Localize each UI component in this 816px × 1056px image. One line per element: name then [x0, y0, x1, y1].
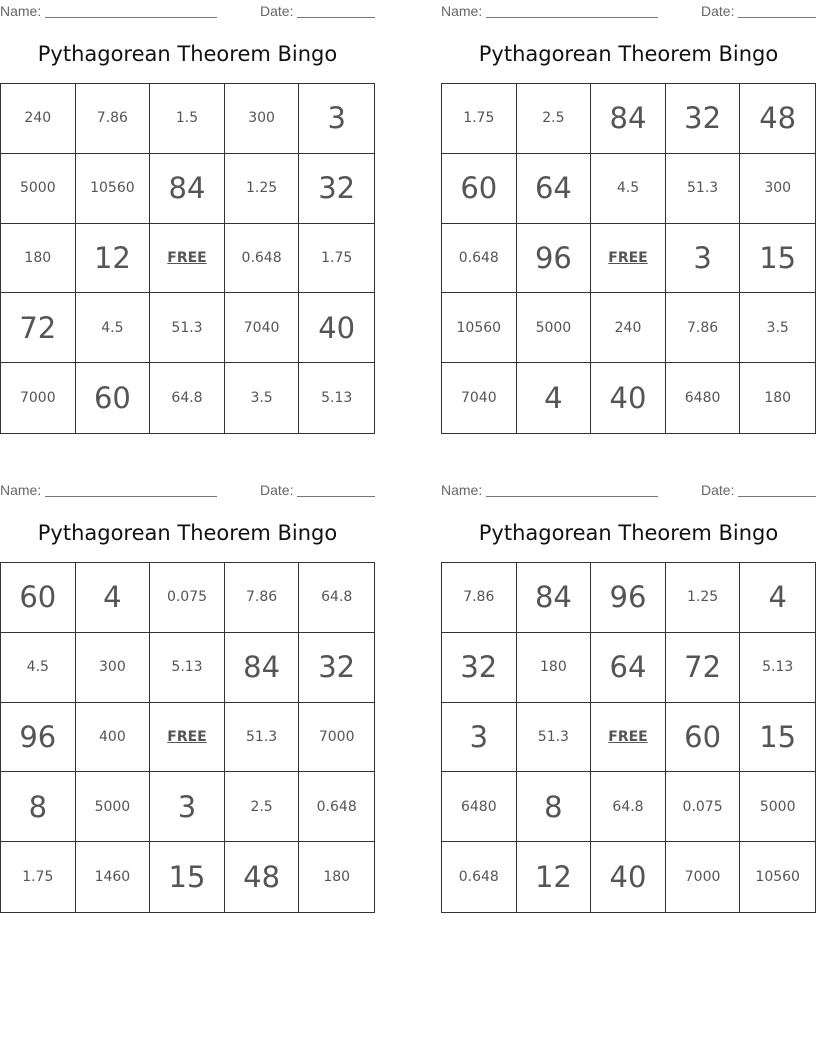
free-space-cell[interactable]: FREE: [591, 224, 666, 294]
bingo-cell[interactable]: 7.86: [442, 563, 517, 633]
bingo-card: [0, 0, 375, 434]
bingo-cell[interactable]: 300: [225, 84, 300, 154]
bingo-cell[interactable]: 5000: [1, 154, 76, 224]
bingo-cell[interactable]: 4: [740, 563, 815, 633]
bingo-cell[interactable]: 72: [1, 293, 76, 363]
bingo-cell[interactable]: 7000: [666, 842, 741, 912]
bingo-cell[interactable]: 32: [666, 84, 741, 154]
bingo-cell[interactable]: 3: [442, 703, 517, 773]
bingo-cell[interactable]: 60: [442, 154, 517, 224]
bingo-cell[interactable]: 2.5: [225, 772, 300, 842]
bingo-cell[interactable]: 32: [299, 154, 374, 224]
name-line[interactable]: [45, 496, 217, 497]
bingo-cell[interactable]: 60: [76, 363, 151, 433]
bingo-cell[interactable]: 1.5: [150, 84, 225, 154]
bingo-cell[interactable]: 1.25: [666, 563, 741, 633]
bingo-cell[interactable]: 0.648: [299, 772, 374, 842]
bingo-cell[interactable]: 51.3: [666, 154, 741, 224]
bingo-cell[interactable]: 3: [666, 224, 741, 294]
bingo-cell[interactable]: 180: [323, 869, 351, 886]
bingo-cell[interactable]: 4.5: [591, 154, 666, 224]
bingo-cell[interactable]: 40: [591, 363, 666, 433]
bingo-cell[interactable]: 64: [591, 633, 666, 703]
bingo-cell[interactable]: 64.8: [591, 772, 666, 842]
bingo-cell[interactable]: 96: [591, 563, 666, 633]
bingo-cell[interactable]: 8: [1, 772, 76, 842]
bingo-cell[interactable]: 10560: [442, 293, 517, 363]
bingo-grid: [0, 83, 375, 434]
name-label: Name:: [0, 482, 42, 498]
bingo-card: [441, 479, 816, 913]
name-date-row: [441, 2, 816, 20]
bingo-cell[interactable]: 5000: [740, 772, 815, 842]
bingo-cell[interactable]: 3: [299, 84, 374, 154]
bingo-cell[interactable]: 84: [591, 84, 666, 154]
bingo-cell[interactable]: 7.86: [76, 84, 151, 154]
free-space-cell[interactable]: FREE: [591, 703, 666, 773]
bingo-cell[interactable]: 5000: [76, 772, 151, 842]
bingo-cell[interactable]: 51.3: [517, 703, 592, 773]
name-line[interactable]: [486, 17, 658, 18]
card-title: Pythagorean Theorem Bingo: [478, 42, 779, 66]
bingo-cell[interactable]: 84: [225, 633, 300, 703]
bingo-card: [0, 479, 375, 913]
bingo-cell[interactable]: 0.648: [442, 842, 517, 912]
bingo-cell[interactable]: 4: [76, 563, 151, 633]
bingo-cell[interactable]: 10560: [76, 154, 151, 224]
bingo-cell[interactable]: 180: [764, 390, 792, 407]
bingo-cell[interactable]: 3.5: [740, 293, 815, 363]
name-date-row: [0, 2, 375, 20]
name-date-row: [0, 481, 375, 499]
bingo-cell[interactable]: 32: [442, 633, 517, 703]
bingo-cell[interactable]: 15: [740, 224, 815, 294]
free-space-cell[interactable]: FREE: [150, 224, 225, 294]
name-label: Name:: [441, 482, 483, 498]
name-label: Name:: [441, 3, 483, 19]
bingo-cell[interactable]: 64.8: [299, 563, 374, 633]
bingo-grid: [441, 83, 816, 434]
bingo-cell[interactable]: 300: [76, 633, 151, 703]
bingo-cell[interactable]: 96: [517, 224, 592, 294]
bingo-cell[interactable]: 51.3: [225, 703, 300, 773]
bingo-cell[interactable]: 15: [150, 842, 225, 912]
date-line[interactable]: [297, 496, 375, 497]
free-space-cell[interactable]: FREE: [150, 703, 225, 773]
card-title: Pythagorean Theorem Bingo: [37, 521, 338, 545]
bingo-cell[interactable]: 4: [517, 363, 592, 433]
date-label: Date:: [701, 482, 735, 498]
name-date-row: [441, 481, 816, 499]
bingo-cell[interactable]: 12: [517, 842, 592, 912]
bingo-cell[interactable]: 96: [1, 703, 76, 773]
bingo-cell[interactable]: 15: [740, 703, 815, 773]
bingo-cell[interactable]: 3: [150, 772, 225, 842]
bingo-cell[interactable]: 0.075: [150, 563, 225, 633]
date-line[interactable]: [297, 17, 375, 18]
bingo-cell[interactable]: 72: [666, 633, 741, 703]
bingo-cell[interactable]: 84: [517, 563, 592, 633]
date-line[interactable]: [738, 17, 816, 18]
bingo-cell[interactable]: 1.75: [299, 224, 374, 294]
bingo-cell[interactable]: 4.5: [1, 633, 76, 703]
bingo-cell[interactable]: 60: [1, 563, 76, 633]
bingo-cell[interactable]: 7000: [1, 363, 76, 433]
date-label: Date:: [260, 482, 294, 498]
bingo-cell[interactable]: 1460: [76, 842, 151, 912]
bingo-grid: [0, 562, 375, 913]
bingo-cell[interactable]: 6480: [442, 772, 517, 842]
bingo-cell[interactable]: 1.25: [225, 154, 300, 224]
name-label: Name:: [0, 3, 42, 19]
bingo-cell[interactable]: 240: [591, 293, 666, 363]
date-line[interactable]: [738, 496, 816, 497]
bingo-cell[interactable]: 40: [299, 293, 374, 363]
name-line[interactable]: [45, 17, 217, 18]
bingo-grid: [441, 562, 816, 913]
bingo-cell[interactable]: 1.75: [442, 84, 517, 154]
bingo-cell[interactable]: 400: [76, 703, 151, 773]
bingo-cell[interactable]: 0.075: [666, 772, 741, 842]
bingo-cell[interactable]: 5.13: [740, 633, 815, 703]
bingo-cell[interactable]: 40: [591, 842, 666, 912]
bingo-cell[interactable]: 10560: [755, 869, 800, 886]
bingo-cell[interactable]: 12: [76, 224, 151, 294]
bingo-cell[interactable]: 5.13: [150, 633, 225, 703]
bingo-cell[interactable]: 0.648: [442, 224, 517, 294]
bingo-cell[interactable]: 5000: [517, 293, 592, 363]
bingo-cell[interactable]: 0.648: [225, 224, 300, 294]
card-title: Pythagorean Theorem Bingo: [478, 521, 779, 545]
bingo-cell[interactable]: 64: [517, 154, 592, 224]
date-label: Date:: [260, 3, 294, 19]
bingo-cell[interactable]: 240: [1, 84, 76, 154]
card-title: Pythagorean Theorem Bingo: [37, 42, 338, 66]
name-line[interactable]: [486, 496, 658, 497]
bingo-cell[interactable]: 64.8: [150, 363, 225, 433]
bingo-cell[interactable]: 3.5: [225, 363, 300, 433]
bingo-cell[interactable]: 7040: [225, 293, 300, 363]
bingo-cell[interactable]: 7.86: [666, 293, 741, 363]
bingo-cell[interactable]: 8: [517, 772, 592, 842]
bingo-cell[interactable]: 51.3: [150, 293, 225, 363]
bingo-cell[interactable]: 300: [740, 154, 815, 224]
bingo-cell[interactable]: 180: [517, 633, 592, 703]
bingo-cell[interactable]: 84: [150, 154, 225, 224]
bingo-cell[interactable]: 60: [666, 703, 741, 773]
bingo-cell[interactable]: 7040: [442, 363, 517, 433]
bingo-cell[interactable]: 5.13: [321, 390, 353, 407]
date-label: Date:: [701, 3, 735, 19]
bingo-cell[interactable]: 7000: [299, 703, 374, 773]
bingo-cell[interactable]: 7.86: [225, 563, 300, 633]
bingo-cell[interactable]: 48: [740, 84, 815, 154]
bingo-cell[interactable]: 1.75: [1, 842, 76, 912]
bingo-cell[interactable]: 48: [225, 842, 300, 912]
bingo-cell[interactable]: 32: [299, 633, 374, 703]
bingo-cell[interactable]: 6480: [666, 363, 741, 433]
bingo-cell[interactable]: 4.5: [76, 293, 151, 363]
bingo-cell[interactable]: 180: [1, 224, 76, 294]
bingo-cell[interactable]: 2.5: [517, 84, 592, 154]
bingo-card: [441, 0, 816, 434]
